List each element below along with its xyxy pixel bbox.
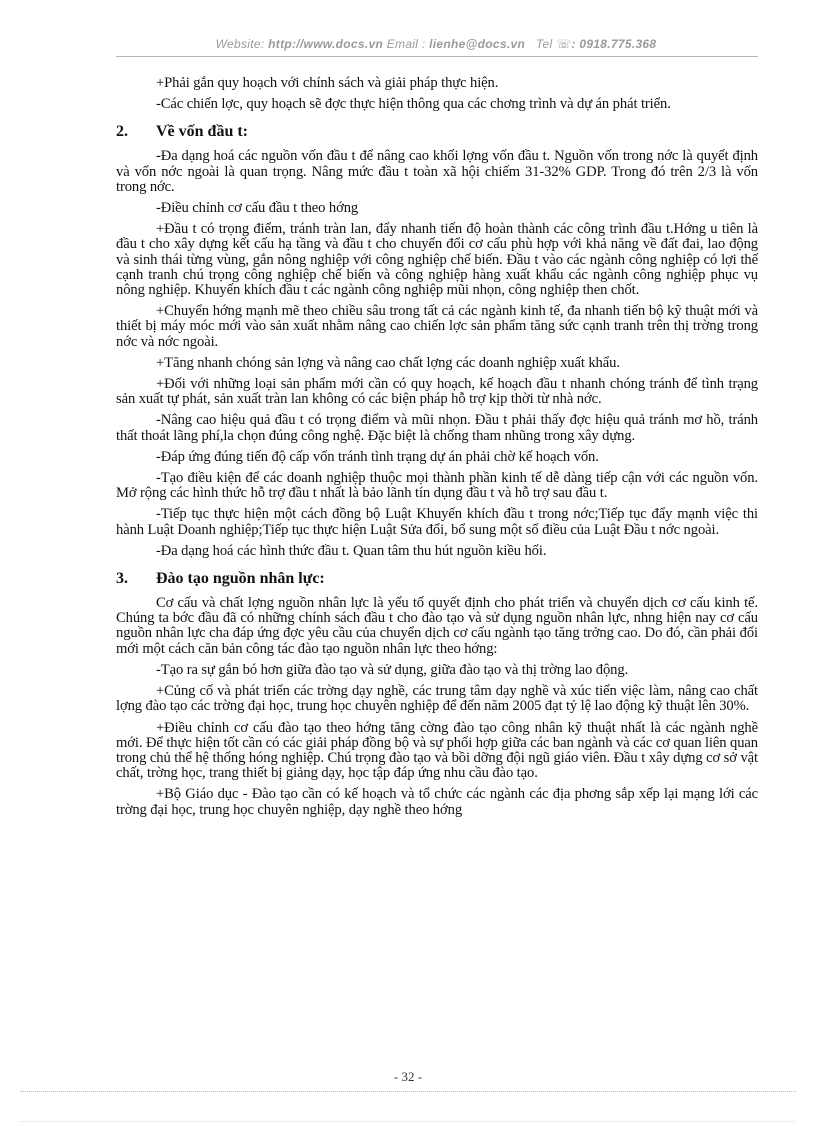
- paragraph: +Bộ Giáo dục - Đào tạo cần có kế hoạch và tổ chức các ngành các địa phơng sắp xếp lại mạng lới các trờng đại học, trung học chuyên nghiệp, dạy nghề theo hớng: [116, 786, 758, 818]
- paragraph: -Đáp ứng đúng tiến độ cấp vốn tránh tình trạng dự án phải chờ kế hoạch vốn.: [156, 448, 599, 465]
- section-heading: [116, 570, 758, 588]
- paragraph: +Chuyển hớng mạnh mẽ theo chiều sâu trong tất cả các ngành kinh tế, đa nhanh tiến bộ kỹ thuật mới và thiết bị máy móc mới vào sản xuất nhằm nâng cao chiến lợc sản phẩm tăng sức cạnh tranh trên thị trờng trong nớc và nớc ngoài.: [116, 303, 758, 350]
- paragraph: -Các chiến lợc, quy hoạch sẽ đợc thực hiện thông qua các chơng trình và dự án phát triển.: [156, 96, 671, 113]
- paragraph: -Đa dạng hoá các hình thức đầu t. Quan tâm thu hút nguồn kiều hối.: [156, 542, 547, 559]
- website-label: Website:: [215, 37, 265, 51]
- document-body: [116, 76, 758, 824]
- paragraph: +Tăng nhanh chóng sản lợng và nâng cao chất lợng các doanh nghiệp xuất khẩu.: [156, 354, 620, 371]
- tel-label: Tel: [536, 37, 553, 51]
- tel-value: 0918.775.368: [579, 37, 657, 51]
- paragraph: +Củng cố và phát triển các trờng dạy nghề, các trung tâm dạy nghề và xúc tiến việc làm, nâng cao chất lợng đào tạo các trờng đại học, trung học chuyên nghiệp để đến năm 2005 đạt tỷ lệ lao động kỹ thuật lên 30%.: [116, 683, 758, 715]
- page-header: Website: http://www.docs.vn Email : lienhe@docs.vn Tel ☏: 0918.775.368: [215, 37, 657, 51]
- page-bottom-border: [20, 1121, 796, 1122]
- header-divider: [116, 56, 758, 57]
- paragraph: -Điều chỉnh cơ cấu đầu t theo hớng: [156, 200, 359, 217]
- section-title: Về vốn đầu t:: [156, 123, 249, 141]
- email-label: Email :: [386, 37, 426, 51]
- paragraph: +Đối với những loại sản phẩm mới cần có quy hoạch, kế hoạch đầu t nhanh chóng tránh để tình trạng sản xuất tự phát, sản xuất tràn lan không có các biện pháp hỗ trợ kịp thời từ nhà nớc.: [116, 376, 758, 408]
- paragraph: -Tạo điều kiện để các doanh nghiệp thuộc mọi thành phần kinh tế dễ dàng tiếp cận với các nguồn vốn. Mở rộng các hình thức hỗ trợ đầu t nhất là bảo lãnh tín dụng đầu t và hỗ trợ sau đầu t.: [116, 470, 758, 502]
- phone-icon: ☏: [556, 37, 572, 51]
- page-number: - 32 -: [393, 1069, 423, 1084]
- paragraph: +Điều chỉnh cơ cấu đào tạo theo hớng tăng cờng đào tạo công nhân kỹ thuật nhất là các ngành nghề mới. Để thực hiện tốt cần có các giải pháp đồng bộ và sự phối hợp giữa các ban ngành và các cơ quan liên quan trong chủ thể hệ thống hóng nghiệp. Chú trọng đào tạo và bồi dỡng đội ngũ giáo viên. Đầu t xây dựng cơ sở vật chất, trờng học, trang thiết bị giảng dạy, học tập đáp ứng nhu cầu đào tạo.: [116, 719, 758, 782]
- section-title: Đào tạo nguồn nhân lực:: [156, 570, 325, 588]
- website-url[interactable]: http://www.docs.vn: [268, 37, 384, 51]
- footer-divider: [20, 1091, 796, 1092]
- paragraph: Cơ cấu và chất lợng nguồn nhân lực là yếu tố quyết định cho phát triển và chuyển dịch cơ cấu kinh tế. Chúng ta bớc đầu đã có những chính sách đầu t cho đào tạo và sử dụng nguồn nhân lực, nhng hiện nay cơ cấu nguồn nhân lực cha đáp ứng đợc yêu cầu của chuyển dịch cơ cấu ngành tạo tăng trởng cao. Do đó, cần phải đổi mới một cách căn bản công tác đào tạo nguồn nhân lực theo hớng:: [116, 595, 758, 657]
- section-number: 2.: [116, 123, 128, 141]
- paragraph: -Nâng cao hiệu quả đầu t có trọng điểm và mũi nhọn. Đầu t phải thấy đợc hiệu quả tránh mơ hồ, tránh thất thoát lãng phí,la chọn đúng công nghệ. Đặc biệt là chống tham nhũng trong xây dựng.: [116, 412, 758, 444]
- paragraph: -Tiếp tục thực hiện một cách đồng bộ Luật Khuyến khích đầu t trong nớc;Tiếp tục đẩy mạnh việc thi hành Luật Doanh nghiệp;Tiếp tục thực hiện Luật Sửa đổi, bổ sung một số điều của Luật Đầu t nớc ngoài.: [116, 506, 758, 538]
- paragraph: +Phải gắn quy hoạch với chính sách và giải pháp thực hiện.: [156, 75, 499, 91]
- paragraph: -Tạo ra sự gắn bó hơn giữa đào tạo và sử dụng, giữa đào tạo và thị trờng lao động.: [156, 661, 629, 678]
- paragraph: -Đa dạng hoá các nguồn vốn đầu t để nâng cao khối lợng vốn đầu t. Nguồn vốn trong nớc là quyết định và vốn nớc ngoài là quan trọng. Nâng mức đầu t toàn xã hội chiếm 31-32% GDP. Trong đó trên 2/3 là vốn trong nớc.: [116, 148, 758, 195]
- paragraph: +Đầu t có trọng điểm, tránh tràn lan, đẩy nhanh tiến độ hoàn thành các công trình đầu t.Hớng u tiên là đầu t cho xây dựng kết cấu hạ tầng và đầu t cho chuyển đổi cơ cấu phù hợp với khả năng về đất đai, lao động và sinh thái từng vùng, gắn nông nghiệp với công nghiệp chế biến. Đầu t vào các ngành công nghiệp có lợi thế cạnh tranh chú trọng công nghiệp chế biến và công nghiệp hàng xuất khẩu các ngành công nghiệp phục vụ nông nghiệp. Khuyến khích đầu t các ngành công nghiệp mũi nhọn, công nghiệp then chốt.: [116, 221, 758, 299]
- section-number: 3.: [116, 570, 128, 588]
- email-value[interactable]: lienhe@docs.vn: [429, 37, 526, 51]
- section-heading: [116, 123, 758, 141]
